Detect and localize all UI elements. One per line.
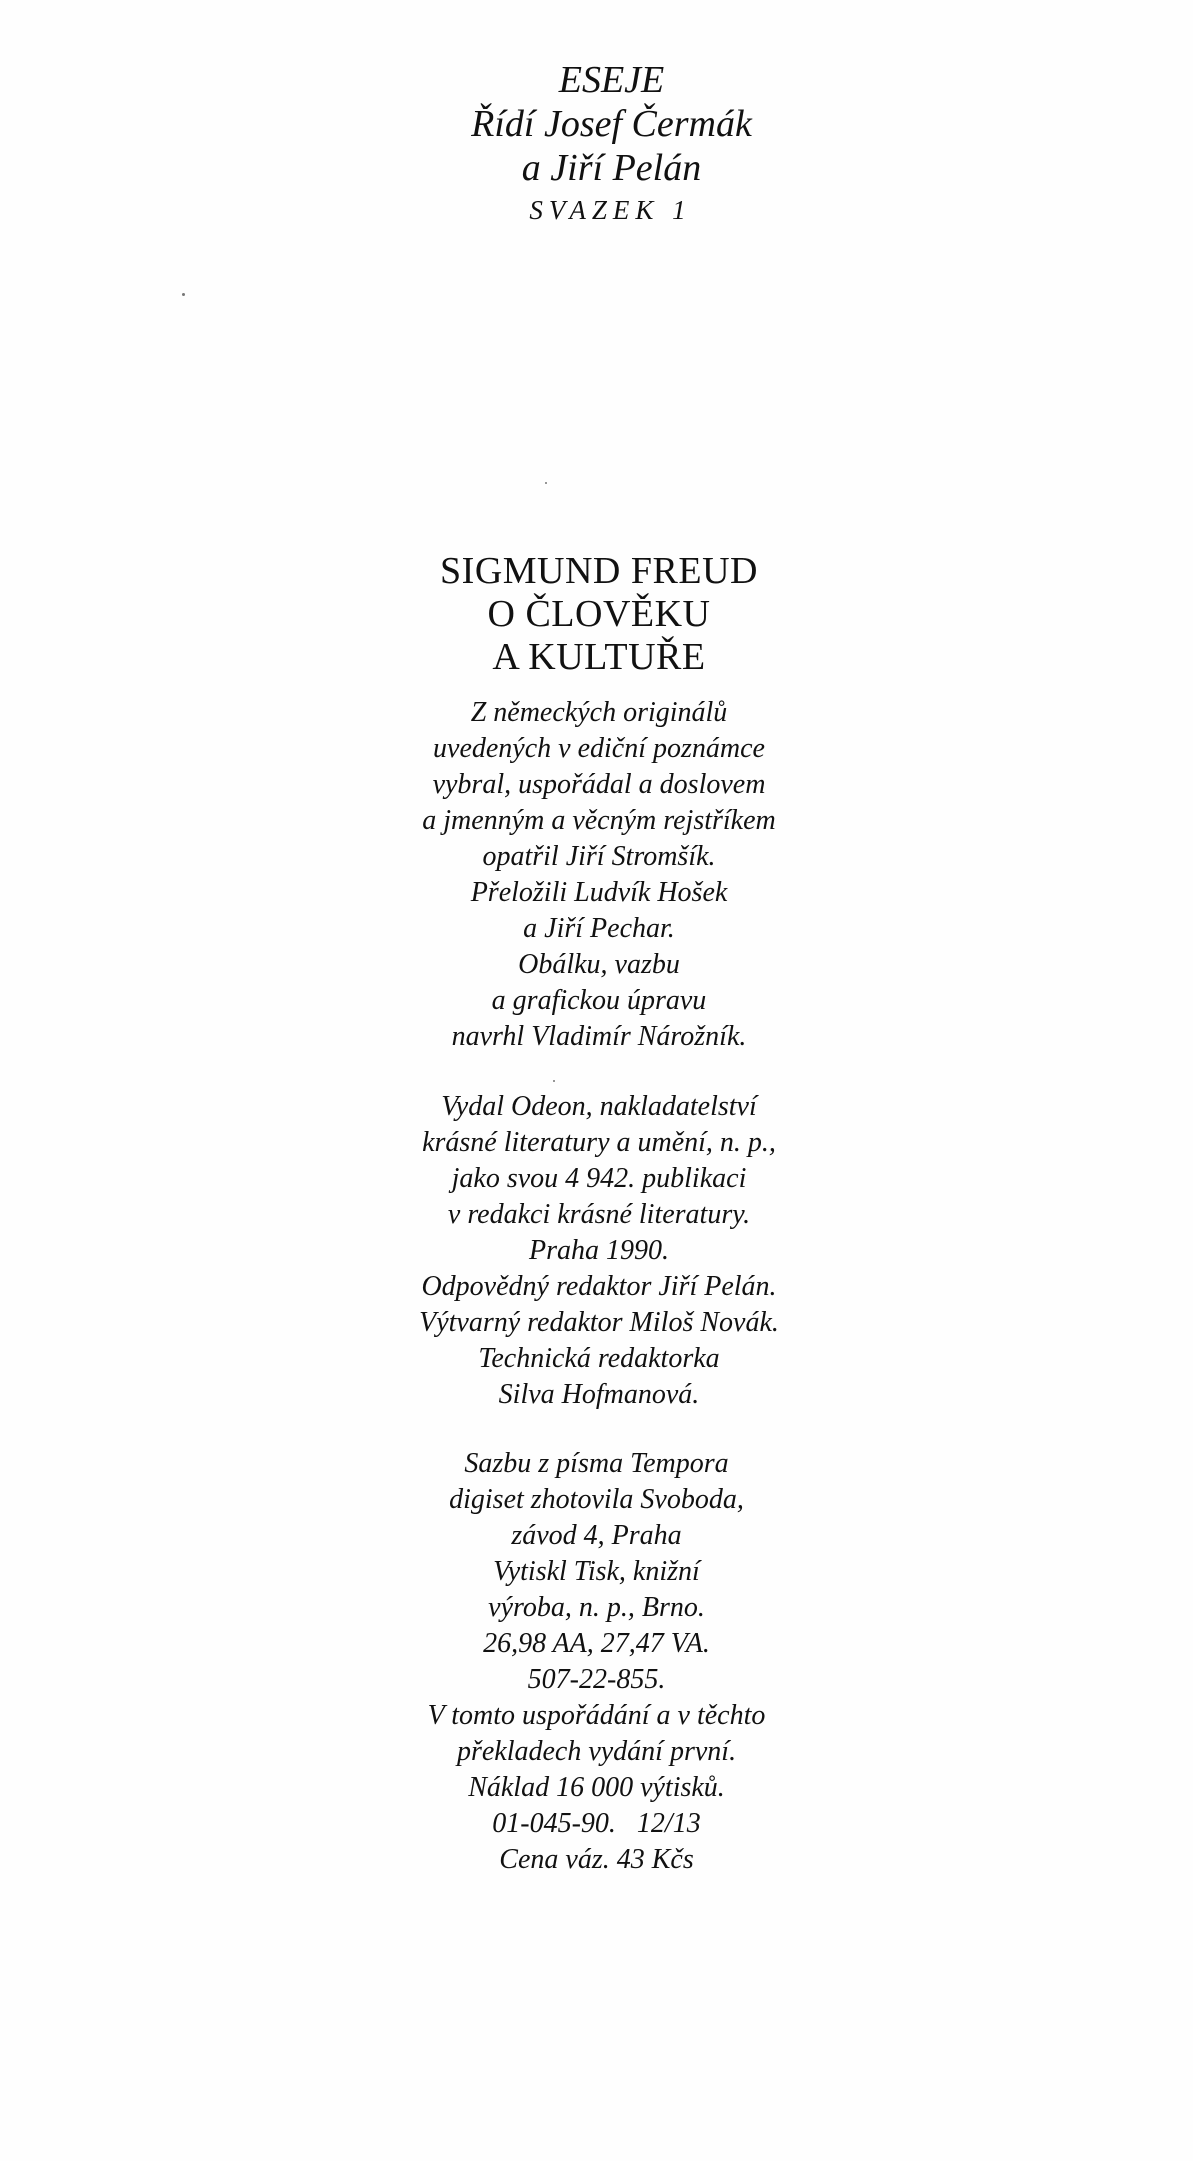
credits-line: a grafickou úpravu [491, 985, 707, 1016]
series-editors-line-2: a Jiří Pelán [521, 147, 702, 189]
publisher-line: Odpovědný redaktor Jiří Pelán. [421, 1271, 777, 1302]
publisher-block [0, 1089, 1193, 1413]
printing-line: 26,98 AA, 27,47 VA. [483, 1628, 710, 1659]
printing-line: překladech vydání první. [456, 1736, 737, 1767]
credits-block [0, 695, 1193, 1055]
credits-line: Přeložili Ludvík Hošek [470, 877, 728, 908]
printing-line: 507-22-855. [527, 1664, 666, 1695]
publisher-line: Výtvarný redaktor Miloš Novák. [419, 1307, 779, 1338]
title-line: SIGMUND FREUD [440, 550, 758, 592]
printing-line: digiset zhotovila Svoboda, [449, 1484, 744, 1515]
printing-line: V tomto uspořádání a v těchto [427, 1700, 766, 1731]
publisher-line: Vydal Odeon, nakladatelství [441, 1091, 757, 1122]
credits-line: Obálku, vazbu [518, 949, 680, 980]
publisher-line: v redakci krásné literatury. [447, 1199, 751, 1230]
series-editors-line-1: Řídí Josef Čermák [471, 103, 752, 145]
printing-line: 01-045-90. 12/13 [492, 1808, 701, 1839]
publisher-line: jako svou 4 942. publikaci [451, 1163, 747, 1194]
paper-speck [545, 482, 547, 484]
series-header [0, 58, 1193, 230]
publisher-line: Technická redaktorka [478, 1343, 720, 1374]
printing-line: Sazbu z písma Tempora [464, 1448, 729, 1479]
printing-line: závod 4, Praha [511, 1520, 682, 1551]
book-title [0, 550, 1193, 679]
title-line: O ČLOVĚKU [487, 593, 711, 635]
printing-line: Náklad 16 000 výtisků. [468, 1772, 725, 1803]
volume-number: SVAZEK 1 [529, 195, 692, 225]
publisher-line: krásné literatury a umění, n. p., [422, 1127, 776, 1158]
publisher-line: Praha 1990. [529, 1235, 669, 1266]
title-line: A KULTUŘE [492, 636, 706, 678]
paper-speck [182, 293, 185, 296]
credits-line: Z německých originálů [470, 697, 728, 728]
printing-line: Cena váz. 43 Kčs [499, 1844, 694, 1875]
printing-line: Vytiskl Tisk, knižní [493, 1556, 700, 1587]
credits-line: a Jiří Pechar. [523, 913, 675, 944]
credits-line: navrhl Vladimír Nárožník. [451, 1021, 747, 1052]
paper-speck [553, 1080, 555, 1082]
publisher-line: Silva Hofmanová. [498, 1379, 700, 1410]
credits-line: vybral, uspořádal a doslovem [432, 769, 766, 800]
series-name: ESEJE [558, 59, 665, 101]
printing-line: výroba, n. p., Brno. [488, 1592, 705, 1623]
printing-block [0, 1446, 1193, 1878]
credits-line: uvedených v ediční poznámce [433, 733, 765, 764]
credits-line: opatřil Jiří Stromšík. [482, 841, 716, 872]
credits-line: a jmenným a věcným rejstříkem [422, 805, 776, 836]
